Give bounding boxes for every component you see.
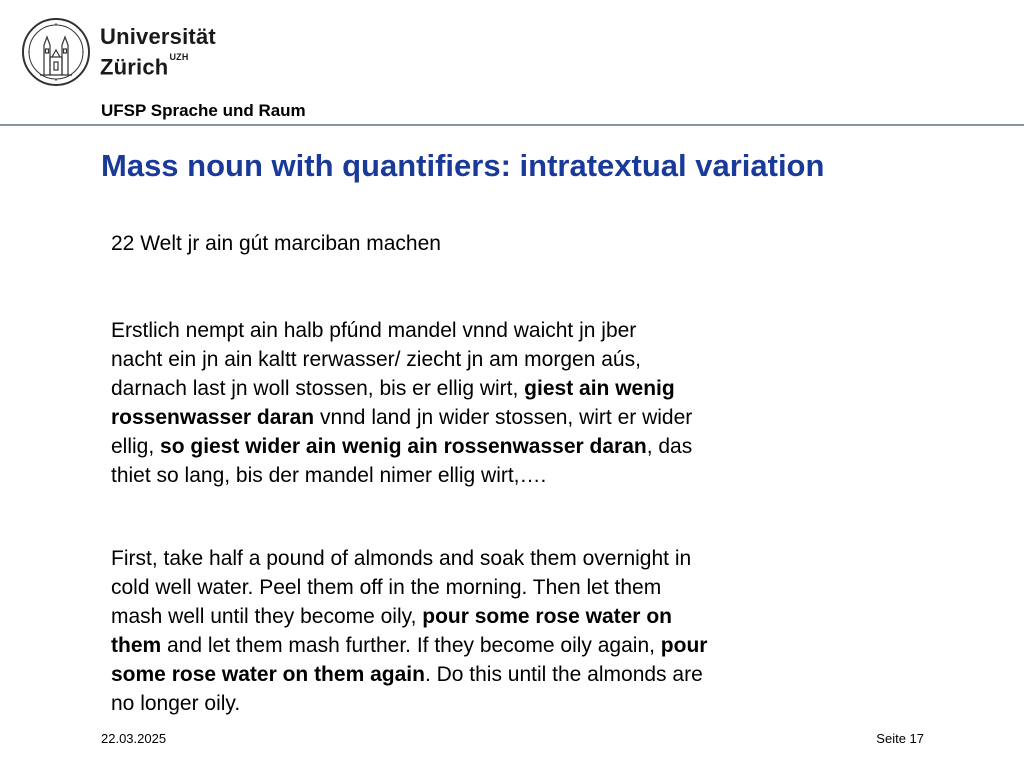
german-line: , das bbox=[646, 435, 693, 458]
university-name-line2 bbox=[100, 50, 216, 80]
english-bold-phrase: some rose water on them again bbox=[111, 663, 425, 686]
english-bold-phrase: pour bbox=[660, 634, 708, 657]
english-bold-phrase: them bbox=[111, 634, 162, 657]
english-line: and let them mash further. If they become oily again, bbox=[161, 634, 661, 657]
university-name-line1: Universität bbox=[100, 24, 216, 50]
english-line: First, take half a pound of almonds and soak them overnight in bbox=[111, 547, 692, 570]
german-line: nacht ein jn ain kaltt rerwasser/ ziecht jn am morgen aús, bbox=[111, 348, 641, 371]
english-line: . Do this until the almonds are bbox=[424, 663, 703, 686]
german-line: darnach last jn woll stossen, bis er ellig wirt, bbox=[111, 377, 525, 400]
german-line: vnnd land jn wider stossen, wirt er wider bbox=[314, 406, 693, 429]
university-city: Zürich bbox=[100, 54, 169, 80]
university-seal-icon bbox=[22, 17, 90, 87]
header-divider bbox=[0, 124, 1024, 126]
german-bold-phrase: rossenwasser daran bbox=[111, 406, 315, 429]
german-paragraph bbox=[111, 316, 811, 490]
footer-date: 22.03.2025 bbox=[101, 731, 167, 746]
uzh-superscript: UZH bbox=[169, 52, 189, 63]
german-bold-phrase: so giest wider ain wenig ain rossenwasser daran bbox=[160, 435, 647, 458]
german-line: thiet so lang, bis der mandel nimer ellig wirt,…. bbox=[111, 464, 547, 487]
english-bold-phrase: pour some rose water on bbox=[422, 605, 672, 628]
german-line: Erstlich nempt ain halb pfúnd mandel vnnd waicht jn jber bbox=[111, 319, 637, 342]
german-line: ellig, bbox=[111, 435, 161, 458]
department-label: UFSP Sprache und Raum bbox=[101, 101, 306, 120]
english-line: mash well until they become oily, bbox=[111, 605, 423, 628]
footer-page-number: Seite 17 bbox=[876, 731, 924, 746]
english-line: cold well water. Peel them off in the morning. Then let them bbox=[111, 576, 662, 599]
university-logo bbox=[22, 17, 216, 87]
university-name bbox=[100, 23, 216, 80]
english-line: no longer oily. bbox=[111, 692, 241, 715]
german-bold-phrase: giest ain wenig bbox=[524, 377, 675, 400]
english-paragraph bbox=[111, 544, 811, 718]
recipe-heading: 22 Welt jr ain gút marciban machen bbox=[111, 232, 441, 255]
slide-title: Mass noun with quantifiers: intratextual variation bbox=[101, 148, 825, 183]
